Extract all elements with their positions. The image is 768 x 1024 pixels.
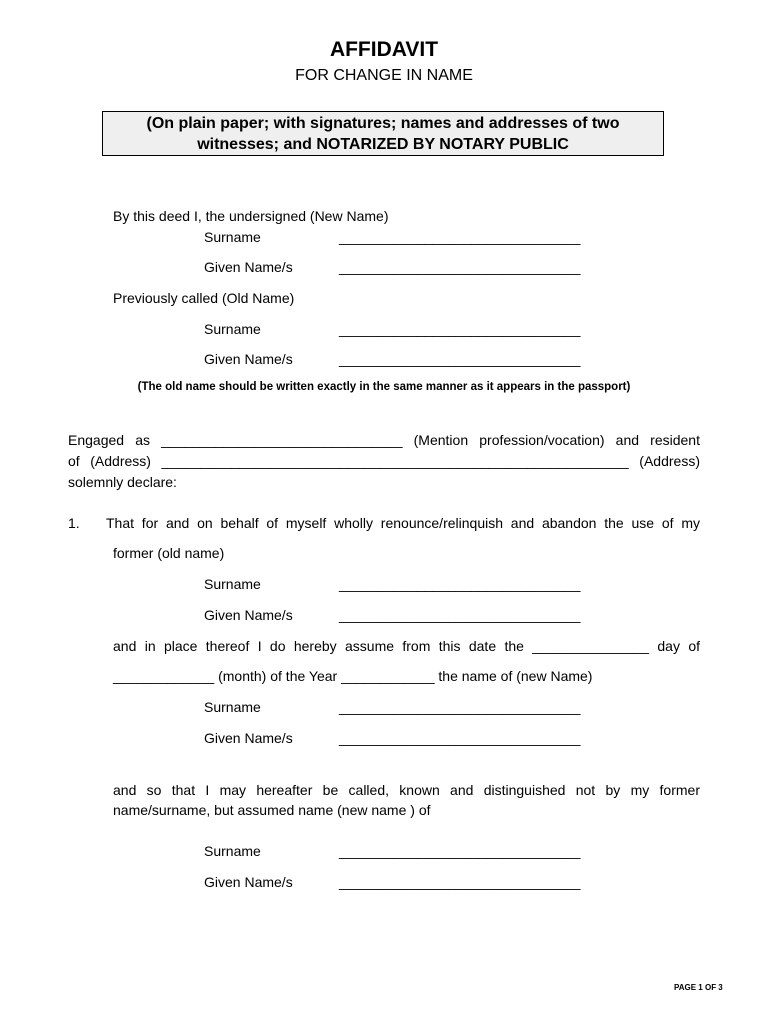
page-subtitle: FOR CHANGE IN NAME: [295, 67, 473, 84]
assumed-given-name-label: Given Name/s: [204, 730, 293, 746]
assume-date-line: and in place thereof I do hereby assume from this date the _______________ day of: [113, 638, 700, 654]
engaged-as-line: Engaged as _______________________________ (Mention profession/vocation) and resident: [68, 432, 700, 448]
final-surname-blank[interactable]: _______________________________: [339, 843, 581, 859]
instructions-box: [102, 111, 664, 156]
solemnly-declare: solemnly declare:: [68, 474, 177, 490]
instructions-line-1: (On plain paper; with signatures; names and addresses of two: [146, 115, 620, 132]
instructions-line-2: witnesses; and NOTARIZED BY NOTARY PUBLIC: [197, 136, 569, 153]
page-title: AFFIDAVIT: [329, 38, 439, 61]
new-given-name-blank[interactable]: _______________________________: [339, 259, 581, 275]
former-given-name-label: Given Name/s: [204, 607, 293, 623]
clause-1-line-2: former (old name): [113, 545, 225, 561]
clause-1-line-1: That for and on behalf of myself wholly renounce/relinquish and abandon the use of my: [106, 515, 700, 531]
former-given-name-blank[interactable]: _______________________________: [339, 607, 581, 623]
old-surname-label: Surname: [204, 321, 261, 337]
old-name-note: (The old name should be written exactly in the same manner as it appears in the passport): [137, 381, 631, 393]
clause-number: 1.: [68, 515, 80, 531]
new-surname-label: Surname: [204, 229, 261, 245]
old-name-intro: Previously called (Old Name): [113, 290, 295, 306]
old-surname-blank[interactable]: _______________________________: [339, 321, 581, 337]
final-given-name-label: Given Name/s: [204, 874, 293, 890]
final-given-name-blank[interactable]: _______________________________: [339, 874, 581, 890]
old-given-name-blank[interactable]: _______________________________: [339, 351, 581, 367]
former-surname-blank[interactable]: _______________________________: [339, 576, 581, 592]
new-surname-blank[interactable]: _______________________________: [339, 229, 581, 245]
assumed-surname-blank[interactable]: _______________________________: [339, 699, 581, 715]
address-line: of (Address) ____________________________________________________________ (Address): [68, 453, 700, 469]
called-line-2: name/surname, but assumed name (new name ) of: [113, 802, 431, 818]
former-surname-label: Surname: [204, 576, 261, 592]
new-name-intro: By this deed I, the undersigned (New Name): [113, 208, 389, 224]
assumed-given-name-blank[interactable]: _______________________________: [339, 730, 581, 746]
page-number: PAGE 1 OF 3: [674, 983, 723, 992]
new-given-name-label: Given Name/s: [204, 259, 293, 275]
assumed-surname-label: Surname: [204, 699, 261, 715]
assume-month-year-line: _____________ (month) of the Year ____________ the name of (new Name): [113, 668, 593, 684]
old-given-name-label: Given Name/s: [204, 351, 293, 367]
final-surname-label: Surname: [204, 843, 261, 859]
called-line-1: and so that I may hereafter be called, known and distinguished not by my former: [113, 782, 700, 798]
